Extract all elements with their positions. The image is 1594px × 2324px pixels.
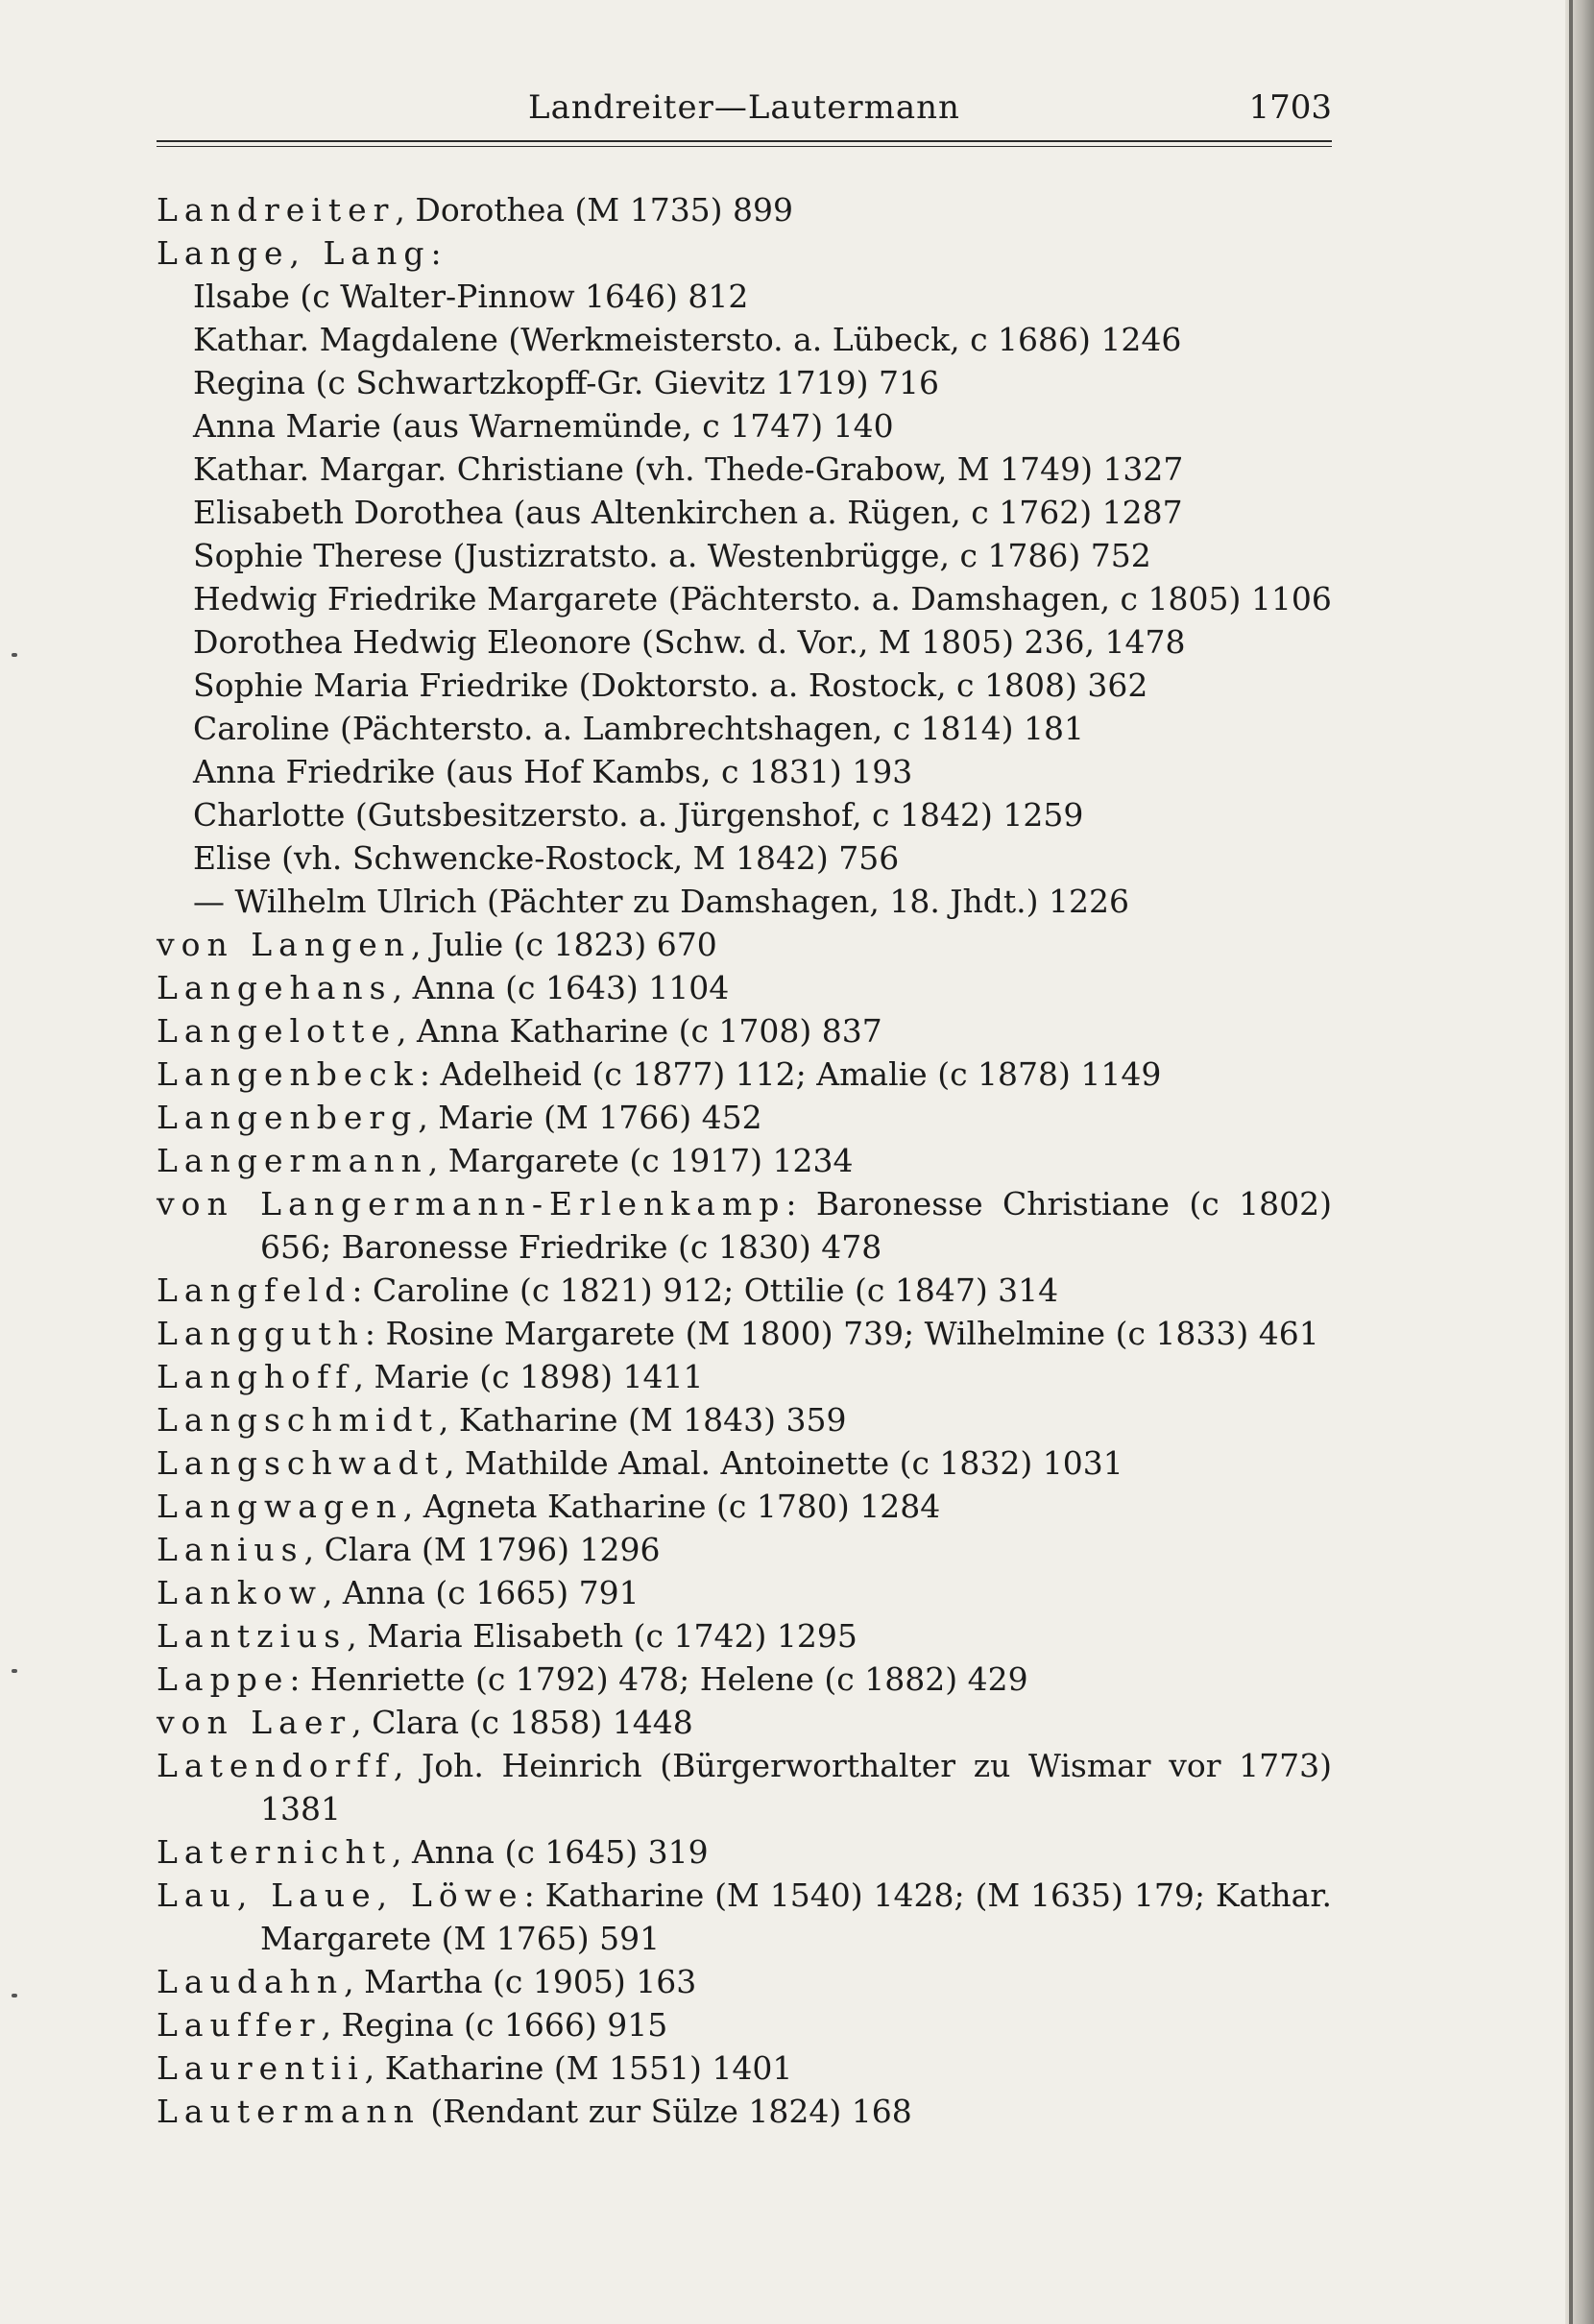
index-entry <box>157 1830 1332 1874</box>
margin-speck <box>12 1669 17 1673</box>
index-entry <box>157 1009 1332 1053</box>
index-entry <box>157 1528 1332 1571</box>
index-entry <box>157 1614 1332 1658</box>
entry-surname: Langelotte <box>157 1012 397 1050</box>
index-entry <box>157 1096 1332 1139</box>
margin-speck <box>12 653 17 657</box>
index-entry <box>157 188 1332 231</box>
entry-surname: Laternicht <box>157 1833 392 1871</box>
index-entry <box>157 2003 1332 2046</box>
entry-text: Ilsabe (c Walter-Pinnow 1646) 812 <box>193 278 749 315</box>
index-entry <box>157 880 1332 923</box>
entry-surname: Lankow <box>157 1574 323 1611</box>
index-entry <box>157 1269 1332 1312</box>
entry-text: Elise (vh. Schwencke-Rostock, M 1842) 756 <box>193 839 900 877</box>
entry-details: , Clara (c 1858) 1448 <box>351 1704 693 1741</box>
entry-details: , Clara (M 1796) 1296 <box>303 1531 661 1568</box>
page-number: 1703 <box>1248 88 1332 127</box>
index-entry <box>157 1053 1332 1096</box>
entry-prefix: von <box>157 1185 261 1223</box>
header-rule-thin <box>157 146 1332 147</box>
entry-details: : Baronesse Christiane (c 1802) 656; Baronesse Friedrike (c 1830) 478 <box>260 1185 1332 1266</box>
entry-details: , Marie (M 1766) 452 <box>418 1099 762 1136</box>
entry-text: Charlotte (Gutsbesitzersto. a. Jürgenshof, c 1842) 1259 <box>193 796 1084 834</box>
entry-details: : Rosine Margarete (M 1800) 739; Wilhelmine (c 1833) 461 <box>364 1315 1319 1352</box>
entry-surname: Lautermann <box>157 2093 421 2130</box>
index-entry <box>157 231 1332 275</box>
index-entry <box>157 448 1332 491</box>
index-entry <box>157 620 1332 664</box>
entry-details: , Margarete (c 1917) 1234 <box>427 1142 854 1179</box>
entry-text: Sophie Maria Friedrike (Doktorsto. a. Rostock, c 1808) 362 <box>193 666 1148 704</box>
entry-surname: Langguth <box>157 1315 365 1352</box>
index-entry <box>157 966 1332 1009</box>
entry-surname: Laer <box>251 1704 352 1741</box>
page-header <box>157 88 1332 136</box>
entry-details: , Joh. Heinrich (Bürgerworthalter zu Wismar vor 1773) 1381 <box>260 1747 1332 1828</box>
entry-details: , Mathilde Amal. Antoinette (c 1832) 1031 <box>444 1444 1123 1482</box>
entry-details: , Anna (c 1645) 319 <box>391 1833 709 1871</box>
index-entry <box>157 1658 1332 1701</box>
index-entry <box>157 2090 1332 2133</box>
index-entry <box>157 1139 1332 1182</box>
entry-details: (Rendant zur Sülze 1824) 168 <box>420 2093 912 2130</box>
index-entry <box>157 361 1332 404</box>
index-entry <box>157 275 1332 318</box>
entry-details: , Maria Elisabeth (c 1742) 1295 <box>347 1617 857 1655</box>
margin-speck <box>12 1994 17 1997</box>
index-entry <box>157 2046 1332 2090</box>
entry-surname: Langenbeck <box>157 1055 420 1093</box>
index-entry <box>157 1744 1332 1830</box>
index-entry <box>157 318 1332 361</box>
entry-text: Hedwig Friedrike Margarete (Pächtersto. a. Damshagen, c 1805) 1106 <box>193 580 1332 617</box>
entry-surname: Lau, Laue, Löwe <box>157 1876 524 1914</box>
index-entries <box>157 188 1332 2133</box>
entry-surname: Langehans <box>157 969 393 1006</box>
entry-text: — Wilhelm Ulrich (Pächter zu Damshagen, 18. Jhdt.) 1226 <box>193 883 1130 920</box>
entry-details: , Katharine (M 1551) 1401 <box>364 2049 793 2087</box>
index-entry <box>157 1182 1332 1269</box>
entry-text: Kathar. Magdalene (Werkmeistersto. a. Lübeck, c 1686) 1246 <box>193 321 1182 358</box>
entry-details: , Dorothea (M 1735) 899 <box>395 191 794 229</box>
entry-details: : Caroline (c 1821) 912; Ottilie (c 1847) 314 <box>351 1271 1059 1309</box>
entry-details: , Martha (c 1905) 163 <box>344 1963 697 2000</box>
entry-details: , Anna (c 1643) 1104 <box>392 969 730 1006</box>
entry-text: Anna Marie (aus Warnemünde, c 1747) 140 <box>193 407 894 445</box>
entry-surname: Landreiter <box>157 191 396 229</box>
index-entry <box>157 1398 1332 1441</box>
index-entry <box>157 404 1332 448</box>
header-rule <box>157 140 1332 142</box>
entry-text: Caroline (Pächtersto. a. Lambrechtshagen, c 1814) 181 <box>193 710 1084 747</box>
index-entry <box>157 793 1332 836</box>
entry-surname: Langschmidt <box>157 1401 439 1439</box>
index-entry <box>157 707 1332 750</box>
entry-details: : Adelheid (c 1877) 112; Amalie (c 1878) 1149 <box>419 1055 1162 1093</box>
index-entry <box>157 1571 1332 1614</box>
entry-surname: Langermann-Erlenkamp <box>260 1185 786 1223</box>
index-entry <box>157 1485 1332 1528</box>
index-entry <box>157 1312 1332 1355</box>
index-entry <box>157 664 1332 707</box>
entry-details: : Katharine (M 1540) 1428; (M 1635) 179; Kathar. Margarete (M 1765) 591 <box>260 1876 1332 1957</box>
entry-text: Sophie Therese (Justizratsto. a. Westenbrügge, c 1786) 752 <box>193 537 1151 574</box>
index-entry <box>157 491 1332 534</box>
entry-details: , Anna Katharine (c 1708) 837 <box>396 1012 882 1050</box>
entry-text: Anna Friedrike (aus Hof Kambs, c 1831) 193 <box>193 753 913 790</box>
entry-text: Elisabeth Dorothea (aus Altenkirchen a. Rügen, c 1762) 1287 <box>193 494 1183 531</box>
entry-details: : <box>430 234 442 272</box>
entry-surname: Lantzius <box>157 1617 348 1655</box>
entry-surname: Langschwadt <box>157 1444 445 1482</box>
entry-surname: Laurentii <box>157 2049 365 2087</box>
entry-surname: Langhoff <box>157 1358 354 1395</box>
entry-details: , Agneta Katharine (c 1780) 1284 <box>402 1488 941 1525</box>
entry-surname: Lanius <box>157 1531 304 1568</box>
entry-details: , Marie (c 1898) 1411 <box>353 1358 704 1395</box>
index-entry <box>157 923 1332 966</box>
entry-surname: Lauffer <box>157 2006 322 2044</box>
entry-text: Dorothea Hedwig Eleonore (Schw. d. Vor., M 1805) 236, 1478 <box>193 623 1186 661</box>
index-entry <box>157 1441 1332 1485</box>
entry-surname: Laudahn <box>157 1963 345 2000</box>
running-head: Landreiter—Lautermann <box>528 88 960 127</box>
entry-text: Regina (c Schwartzkopff-Gr. Gievitz 1719) 716 <box>193 364 940 401</box>
entry-surname: Langenberg <box>157 1099 419 1136</box>
entry-details: , Regina (c 1666) 915 <box>321 2006 668 2044</box>
index-entry <box>157 534 1332 577</box>
entry-text: Kathar. Margar. Christiane (vh. Thede-Grabow, M 1749) 1327 <box>193 450 1184 488</box>
entry-surname: Langen <box>251 926 412 963</box>
entry-surname: Lange, Lang <box>157 234 431 272</box>
entry-details: : Henriette (c 1792) 478; Helene (c 1882) 429 <box>289 1660 1028 1698</box>
entry-surname: Langwagen <box>157 1488 403 1525</box>
index-entry <box>157 1874 1332 1960</box>
entry-surname: Langermann <box>157 1142 428 1179</box>
entry-surname: Lappe <box>157 1660 290 1698</box>
entry-prefix: von <box>157 926 252 963</box>
page-edge-shadow <box>1569 0 1573 2324</box>
entry-details: , Julie (c 1823) 670 <box>411 926 717 963</box>
index-entry <box>157 836 1332 880</box>
index-entry <box>157 577 1332 620</box>
index-entry <box>157 1355 1332 1398</box>
entry-details: , Katharine (M 1843) 359 <box>438 1401 847 1439</box>
entry-details: , Anna (c 1665) 791 <box>322 1574 640 1611</box>
entry-prefix: von <box>157 1704 252 1741</box>
index-entry <box>157 1701 1332 1744</box>
index-entry <box>157 750 1332 793</box>
entry-surname: Latendorff <box>157 1747 394 1784</box>
index-entry <box>157 1960 1332 2003</box>
entry-surname: Langfeld <box>157 1271 352 1309</box>
